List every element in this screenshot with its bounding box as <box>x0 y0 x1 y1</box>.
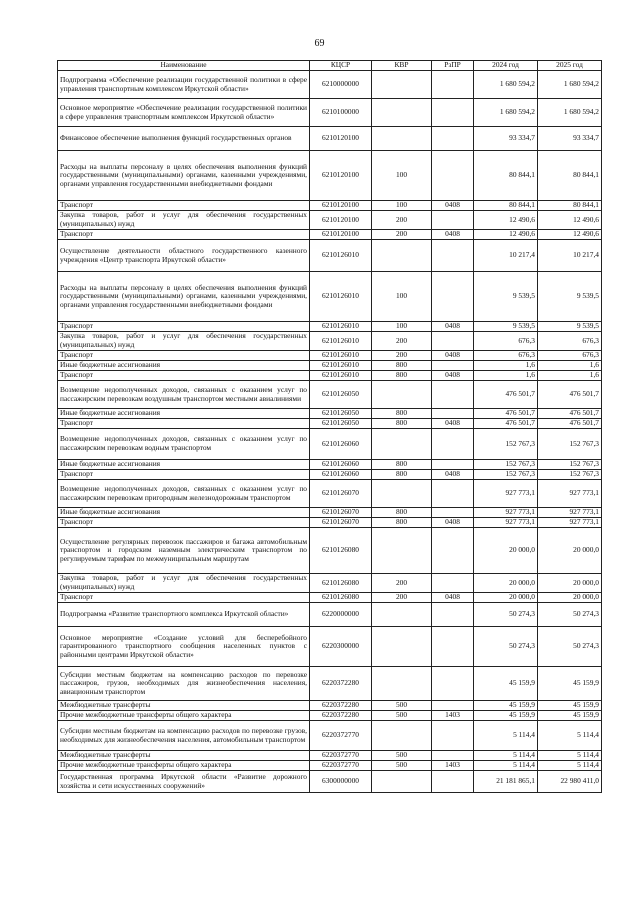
cell-kcsr: 6210100000 <box>310 99 372 127</box>
cell-2024: 927 773,1 <box>474 508 538 518</box>
header-2024: 2024 год <box>474 61 538 71</box>
cell-name: Транспорт <box>58 322 310 332</box>
cell-2024: 12 490,6 <box>474 230 538 240</box>
cell-kvr <box>372 721 432 751</box>
cell-2024: 50 274,3 <box>474 603 538 627</box>
cell-name: Основное мероприятие «Обеспечение реализации государственной политики в сфере управления транспортным комплексом Иркутской области» <box>58 99 310 127</box>
cell-2025: 476 501,7 <box>538 409 602 419</box>
cell-rzpr <box>432 460 474 470</box>
cell-name: Подпрограмма «Развитие транспортного комплекса Иркутской области» <box>58 603 310 627</box>
cell-2024: 9 539,5 <box>474 272 538 322</box>
cell-kcsr: 6210120100 <box>310 230 372 240</box>
cell-2025: 152 767,3 <box>538 470 602 480</box>
cell-kvr: 100 <box>372 151 432 201</box>
cell-rzpr: 0408 <box>432 470 474 480</box>
cell-rzpr: 0408 <box>432 230 474 240</box>
cell-name: Прочие межбюджетные трансферты общего характера <box>58 711 310 721</box>
cell-kvr <box>372 528 432 574</box>
cell-kvr: 200 <box>372 332 432 351</box>
cell-kcsr: 6220372280 <box>310 701 372 711</box>
cell-rzpr <box>432 381 474 409</box>
cell-kvr: 800 <box>372 361 432 371</box>
cell-name: Закупка товаров, работ и услуг для обеспечения государственных (муниципальных) нужд <box>58 574 310 593</box>
cell-kcsr: 6210126010 <box>310 361 372 371</box>
cell-2024: 20 000,0 <box>474 528 538 574</box>
cell-kcsr: 6220372770 <box>310 751 372 761</box>
cell-name: Межбюджетные трансферты <box>58 701 310 711</box>
table-row <box>58 201 602 211</box>
cell-2024: 1,6 <box>474 371 538 381</box>
cell-rzpr <box>432 480 474 508</box>
cell-kcsr: 6210126050 <box>310 381 372 409</box>
cell-kvr <box>372 99 432 127</box>
cell-2025: 1 680 594,2 <box>538 71 602 99</box>
cell-2025: 12 490,6 <box>538 211 602 230</box>
cell-name: Расходы на выплаты персоналу в целях обеспечения выполнения функций государственными (муниципальными) органами, казенными учреждениями, органами управления государственными внебюджетными фондами <box>58 151 310 201</box>
cell-2025: 1,6 <box>538 361 602 371</box>
cell-kcsr: 6210000000 <box>310 71 372 99</box>
cell-kcsr: 6210126060 <box>310 429 372 460</box>
cell-kcsr: 6220372280 <box>310 711 372 721</box>
cell-rzpr: 0408 <box>432 518 474 528</box>
cell-kvr <box>372 603 432 627</box>
table-row <box>58 409 602 419</box>
cell-rzpr <box>432 508 474 518</box>
cell-2025: 45 159,9 <box>538 711 602 721</box>
cell-2025: 50 274,3 <box>538 627 602 667</box>
cell-kcsr: 6210126070 <box>310 508 372 518</box>
table-row <box>58 701 602 711</box>
cell-2024: 5 114,4 <box>474 761 538 771</box>
table-row <box>58 230 602 240</box>
cell-kvr <box>372 381 432 409</box>
cell-kvr <box>372 127 432 151</box>
cell-2025: 676,3 <box>538 351 602 361</box>
cell-2025: 5 114,4 <box>538 751 602 761</box>
cell-rzpr: 0408 <box>432 419 474 429</box>
cell-2024: 152 767,3 <box>474 429 538 460</box>
cell-name: Транспорт <box>58 371 310 381</box>
cell-name: Основное мероприятие «Создание условий для бесперебойного гарантированного транспортного сообщения населенных пунктов с районными центрами Иркутской области» <box>58 627 310 667</box>
cell-kvr <box>372 240 432 272</box>
table-row <box>58 751 602 761</box>
cell-2025: 9 539,5 <box>538 322 602 332</box>
cell-2024: 50 274,3 <box>474 627 538 667</box>
cell-2025: 927 773,1 <box>538 480 602 508</box>
table-row <box>58 761 602 771</box>
cell-2025: 20 000,0 <box>538 593 602 603</box>
cell-2025: 12 490,6 <box>538 230 602 240</box>
cell-2025: 9 539,5 <box>538 272 602 322</box>
table-row <box>58 528 602 574</box>
cell-2024: 1 680 594,2 <box>474 71 538 99</box>
cell-kcsr: 6210126060 <box>310 460 372 470</box>
cell-kvr: 500 <box>372 701 432 711</box>
table-row <box>58 593 602 603</box>
cell-2024: 9 539,5 <box>474 322 538 332</box>
cell-rzpr <box>432 667 474 701</box>
cell-name: Транспорт <box>58 351 310 361</box>
cell-name: Транспорт <box>58 230 310 240</box>
table-row <box>58 99 602 127</box>
cell-name: Иные бюджетные ассигнования <box>58 361 310 371</box>
cell-2024: 1,6 <box>474 361 538 371</box>
header-kcsr: КЦСР <box>310 61 372 71</box>
cell-name: Иные бюджетные ассигнования <box>58 508 310 518</box>
cell-kvr: 200 <box>372 574 432 593</box>
table-row <box>58 371 602 381</box>
cell-2025: 10 217,4 <box>538 240 602 272</box>
cell-2025: 20 000,0 <box>538 528 602 574</box>
cell-2024: 476 501,7 <box>474 409 538 419</box>
cell-kcsr: 6210126010 <box>310 240 372 272</box>
cell-rzpr: 1403 <box>432 761 474 771</box>
cell-kcsr: 6210126010 <box>310 371 372 381</box>
cell-kvr: 800 <box>372 419 432 429</box>
table-row <box>58 603 602 627</box>
table-row <box>58 272 602 322</box>
cell-rzpr <box>432 574 474 593</box>
cell-name: Субсидии местным бюджетам на компенсацию расходов по перевозке пассажиров, грузов, необходимых для жизнеобеспечения населения, авиационным транспортом <box>58 667 310 701</box>
cell-kcsr: 6210126010 <box>310 332 372 351</box>
page-number: 69 <box>314 38 325 49</box>
cell-rzpr <box>432 409 474 419</box>
cell-rzpr <box>432 721 474 751</box>
table-row <box>58 322 602 332</box>
cell-kcsr: 6210126050 <box>310 419 372 429</box>
cell-kvr: 200 <box>372 230 432 240</box>
table-row <box>58 721 602 751</box>
cell-rzpr <box>432 701 474 711</box>
cell-2024: 93 334,7 <box>474 127 538 151</box>
cell-name: Закупка товаров, работ и услуг для обеспечения государственных (муниципальных) нужд <box>58 211 310 230</box>
cell-rzpr: 0408 <box>432 593 474 603</box>
cell-2024: 676,3 <box>474 351 538 361</box>
cell-2025: 1,6 <box>538 371 602 381</box>
cell-kvr <box>372 627 432 667</box>
cell-2025: 476 501,7 <box>538 419 602 429</box>
cell-2025: 22 980 411,0 <box>538 771 602 793</box>
cell-rzpr: 0408 <box>432 371 474 381</box>
table-row <box>58 711 602 721</box>
header-rzpr: РзПР <box>432 61 474 71</box>
cell-kvr: 100 <box>372 201 432 211</box>
cell-rzpr <box>432 99 474 127</box>
cell-rzpr: 0408 <box>432 322 474 332</box>
cell-kcsr: 6210120100 <box>310 151 372 201</box>
table-row <box>58 627 602 667</box>
cell-2024: 12 490,6 <box>474 211 538 230</box>
cell-name: Транспорт <box>58 470 310 480</box>
cell-rzpr <box>432 127 474 151</box>
cell-2025: 676,3 <box>538 332 602 351</box>
cell-rzpr: 1403 <box>432 711 474 721</box>
cell-kvr: 500 <box>372 751 432 761</box>
cell-rzpr: 0408 <box>432 201 474 211</box>
table-row <box>58 429 602 460</box>
cell-rzpr <box>432 332 474 351</box>
cell-kcsr: 6300000000 <box>310 771 372 793</box>
cell-2025: 927 773,1 <box>538 508 602 518</box>
cell-2024: 45 159,9 <box>474 667 538 701</box>
cell-kvr: 800 <box>372 460 432 470</box>
cell-rzpr <box>432 627 474 667</box>
cell-2025: 45 159,9 <box>538 701 602 711</box>
cell-2025: 93 334,7 <box>538 127 602 151</box>
table-row <box>58 508 602 518</box>
cell-2025: 152 767,3 <box>538 460 602 470</box>
cell-kcsr: 6210126010 <box>310 322 372 332</box>
cell-2025: 45 159,9 <box>538 667 602 701</box>
cell-rzpr <box>432 240 474 272</box>
cell-kvr <box>372 71 432 99</box>
cell-2025: 927 773,1 <box>538 518 602 528</box>
cell-rzpr <box>432 71 474 99</box>
cell-rzpr <box>432 211 474 230</box>
cell-2024: 5 114,4 <box>474 721 538 751</box>
cell-name: Субсидии местным бюджетам на компенсацию расходов по перевозке грузов, необходимых для жизнеобеспечения населения, автомобильным транспортом <box>58 721 310 751</box>
cell-kvr <box>372 480 432 508</box>
cell-name: Иные бюджетные ассигнования <box>58 460 310 470</box>
table-row <box>58 771 602 793</box>
cell-kvr: 200 <box>372 211 432 230</box>
cell-name: Транспорт <box>58 518 310 528</box>
cell-2024: 21 181 865,1 <box>474 771 538 793</box>
cell-kcsr: 6210126050 <box>310 409 372 419</box>
cell-2024: 676,3 <box>474 332 538 351</box>
cell-2025: 20 000,0 <box>538 574 602 593</box>
cell-2024: 152 767,3 <box>474 460 538 470</box>
cell-kcsr: 6220300000 <box>310 627 372 667</box>
cell-2024: 20 000,0 <box>474 593 538 603</box>
cell-kcsr: 6210126060 <box>310 470 372 480</box>
cell-2025: 80 844,1 <box>538 151 602 201</box>
cell-kcsr: 6210120100 <box>310 211 372 230</box>
table-row <box>58 667 602 701</box>
cell-name: Возмещение недополученных доходов, связанных с оказанием услуг по пассажирским перевозкам воздушным транспортом местными авиалиниями <box>58 381 310 409</box>
cell-name: Закупка товаров, работ и услуг для обеспечения государственных (муниципальных) нужд <box>58 332 310 351</box>
cell-kcsr: 6210126010 <box>310 351 372 361</box>
cell-name: Транспорт <box>58 419 310 429</box>
cell-name: Осуществление деятельности областного государственного казенного учреждения «Центр транспорта Иркутской области» <box>58 240 310 272</box>
cell-2024: 45 159,9 <box>474 711 538 721</box>
cell-name: Подпрограмма «Обеспечение реализации государственной политики в сфере управления транспортным комплексом Иркутской области» <box>58 71 310 99</box>
cell-2024: 1 680 594,2 <box>474 99 538 127</box>
cell-kvr: 500 <box>372 761 432 771</box>
header-2025: 2025 год <box>538 61 602 71</box>
cell-rzpr: 0408 <box>432 351 474 361</box>
cell-name: Транспорт <box>58 201 310 211</box>
cell-kcsr: 6220372280 <box>310 667 372 701</box>
cell-name: Расходы на выплаты персоналу в целях обеспечения выполнения функций государственными (муниципальными) органами, казенными учреждениями, органами управления государственными внебюджетными фондами <box>58 272 310 322</box>
table-row <box>58 574 602 593</box>
table-row <box>58 480 602 508</box>
cell-rzpr <box>432 361 474 371</box>
cell-kcsr: 6210126080 <box>310 574 372 593</box>
cell-2025: 152 767,3 <box>538 429 602 460</box>
cell-2025: 80 844,1 <box>538 201 602 211</box>
cell-2024: 5 114,4 <box>474 751 538 761</box>
cell-kvr: 100 <box>372 272 432 322</box>
table-row <box>58 211 602 230</box>
cell-kvr <box>372 667 432 701</box>
table-row <box>58 470 602 480</box>
table-row <box>58 381 602 409</box>
cell-kcsr: 6210126080 <box>310 528 372 574</box>
cell-2025: 50 274,3 <box>538 603 602 627</box>
cell-rzpr <box>432 603 474 627</box>
cell-name: Прочие межбюджетные трансферты общего характера <box>58 761 310 771</box>
cell-2024: 20 000,0 <box>474 574 538 593</box>
cell-rzpr <box>432 151 474 201</box>
cell-rzpr <box>432 751 474 761</box>
cell-2025: 476 501,7 <box>538 381 602 409</box>
table-row <box>58 460 602 470</box>
table-row <box>58 332 602 351</box>
cell-kcsr: 6220372770 <box>310 721 372 751</box>
cell-2025: 1 680 594,2 <box>538 99 602 127</box>
cell-kcsr: 6210126070 <box>310 480 372 508</box>
table-row <box>58 351 602 361</box>
header-name: Наименование <box>58 61 310 71</box>
cell-kcsr: 6220372770 <box>310 761 372 771</box>
cell-2024: 476 501,7 <box>474 419 538 429</box>
cell-2024: 80 844,1 <box>474 151 538 201</box>
table-row <box>58 151 602 201</box>
cell-rzpr <box>432 771 474 793</box>
cell-kcsr: 6210126080 <box>310 593 372 603</box>
cell-rzpr <box>432 429 474 460</box>
cell-name: Осуществление регулярных перевозок пассажиров и багажа автомобильным транспортом и городским наземным электрическим транспортом по регулируемым тарифам по межмуниципальным маршрутам <box>58 528 310 574</box>
cell-kvr: 800 <box>372 518 432 528</box>
cell-kvr: 500 <box>372 711 432 721</box>
cell-2025: 5 114,4 <box>538 761 602 771</box>
cell-kvr: 200 <box>372 351 432 361</box>
cell-2024: 152 767,3 <box>474 470 538 480</box>
cell-name: Иные бюджетные ассигнования <box>58 409 310 419</box>
cell-kvr: 800 <box>372 409 432 419</box>
cell-kcsr: 6210120100 <box>310 127 372 151</box>
cell-name: Возмещение недополученных доходов, связанных с оказанием услуг по пассажирским перевозкам водным транспортом <box>58 429 310 460</box>
cell-kvr: 200 <box>372 593 432 603</box>
cell-name: Транспорт <box>58 593 310 603</box>
header-kvr: КВР <box>372 61 432 71</box>
cell-kvr: 800 <box>372 470 432 480</box>
cell-rzpr <box>432 272 474 322</box>
table-row <box>58 71 602 99</box>
table-header-row <box>58 61 602 71</box>
cell-2025: 5 114,4 <box>538 721 602 751</box>
cell-kvr <box>372 429 432 460</box>
cell-name: Финансовое обеспечение выполнения функций государственных органов <box>58 127 310 151</box>
cell-2024: 476 501,7 <box>474 381 538 409</box>
cell-name: Государственная программа Иркутской области «Развитие дорожного хозяйства и сети искусственных сооружений» <box>58 771 310 793</box>
table-row <box>58 361 602 371</box>
table-row <box>58 127 602 151</box>
cell-2024: 45 159,9 <box>474 701 538 711</box>
cell-name: Возмещение недополученных доходов, связанных с оказанием услуг по пассажирским перевозкам пригородным железнодорожным транспортом <box>58 480 310 508</box>
cell-kcsr: 6210126010 <box>310 272 372 322</box>
cell-2024: 10 217,4 <box>474 240 538 272</box>
cell-2024: 80 844,1 <box>474 201 538 211</box>
budget-table <box>57 60 602 793</box>
cell-kvr: 100 <box>372 322 432 332</box>
table-row <box>58 240 602 272</box>
cell-kvr <box>372 771 432 793</box>
cell-2024: 927 773,1 <box>474 518 538 528</box>
table-row <box>58 518 602 528</box>
cell-rzpr <box>432 528 474 574</box>
cell-2024: 927 773,1 <box>474 480 538 508</box>
cell-name: Межбюджетные трансферты <box>58 751 310 761</box>
cell-kcsr: 6210120100 <box>310 201 372 211</box>
cell-kvr: 800 <box>372 371 432 381</box>
cell-kcsr: 6220000000 <box>310 603 372 627</box>
table-row <box>58 419 602 429</box>
cell-kcsr: 6210126070 <box>310 518 372 528</box>
cell-kvr: 800 <box>372 508 432 518</box>
